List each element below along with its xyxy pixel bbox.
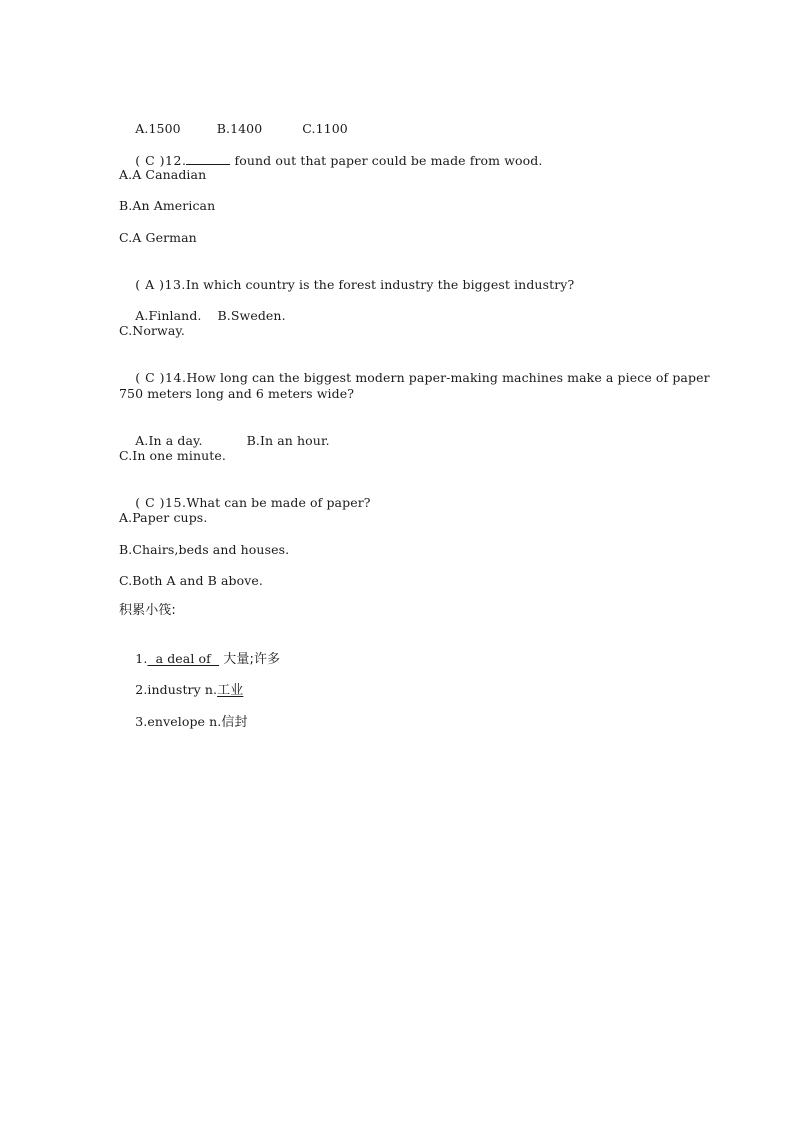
accumulation-heading: 积累小筏: [119,603,176,618]
q15-option-c: C.Both A and B above. [119,573,264,588]
q14-answer: ( C )14. [135,370,187,385]
accumulation-item-1-meaning: 大量;许多 [219,652,281,667]
q15-option-a: A.Paper cups. [119,510,208,525]
q12-option-a: A.A Canadian [119,167,207,182]
q14-stem-text: How long can the biggest modern paper-making machines make a piece of paper [186,370,710,385]
q12-stem-text: found out that paper could be made from wood. [230,153,543,168]
accumulation-item-2-word: 2.industry n. [135,682,218,697]
accumulation-item-3-word: 3.envelope n. [135,714,222,729]
q14-stem-line2: 750 meters long and 6 meters wide? [119,386,355,401]
accumulation-item-2-meaning: 工业 [217,683,244,698]
q13-option-b: B.Sweden. [217,308,286,323]
q15-option-b: B.Chairs,beds and houses. [119,542,290,557]
q14-option-c: C.In one minute. [119,448,226,463]
q11-option-c: C.1100 [302,121,348,136]
q11-option-b: B.1400 [216,121,263,136]
q13-stem-text: In which country is the forest industry the biggest industry? [185,277,575,292]
q12-option-c: C.A German [119,230,197,245]
q15-stem-text: What can be made of paper? [186,495,371,510]
q14-option-a: A.In a day. [135,433,203,448]
q13-answer: ( A )13. [135,277,186,292]
accumulation-item-3 [119,698,248,747]
q12-option-b: B.An American [119,198,216,213]
accumulation-item-3-meaning: 信封 [221,715,248,730]
q11-option-a: A.1500 [135,121,181,136]
q15-answer: ( C )15. [135,495,187,510]
q12-blank [186,152,230,165]
q13-option-c: C.Norway. [119,323,185,338]
q12-answer: ( C )12. [135,153,187,168]
q14-option-b: B.In an hour. [246,433,330,448]
q13-option-a: A.Finland. [135,308,202,323]
accumulation-item-1-number: 1. [135,651,148,666]
accumulation-item-1-phrase: a deal of [147,651,220,666]
